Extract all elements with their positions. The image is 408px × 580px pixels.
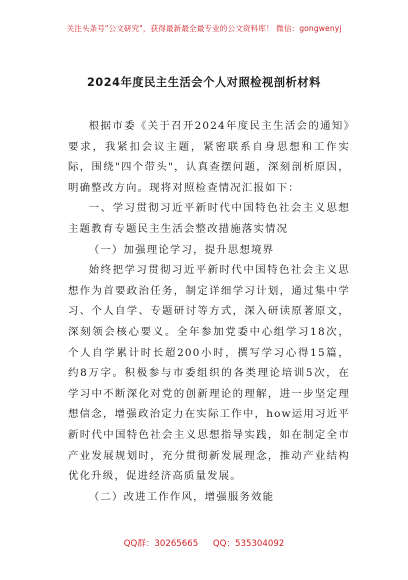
body-paragraph: 始终把学习贯彻习近平新时代中国特色社会主义思想作为首要政治任务，制定详细学习计划，通过集中学习、个人自学、专题研讨等方式，深入研读原著原文，深刻领会核心要义。全年参加党委中心组学习18次，个人自学累计时长超200小时，撰写学习心得15篇，约8万字。积极参与市委组织的各类理论培训5次，在学习中不断深化对党的创新理论的理解，进一步坚定理想信念，增强政治定力在实际工作中，how运用习近平新时代中国特色社会主义思想指导实践，如在制定全市产业发展规划时，充分贯彻新发展理念，推动产业结构优化升级，促进经济高质量发展。 xyxy=(68,264,350,483)
subsection-heading-1: （一）加强理论学习，提升思想境界 xyxy=(88,243,275,256)
contact-footer xyxy=(0,537,408,549)
subsection-heading-2: （二）改进工作作风，增强服务效能 xyxy=(88,490,275,503)
qq-group-number: QQ群：30265665 xyxy=(123,539,199,549)
document-title: 2024年度民主生活会个人对照检视剖析材料 xyxy=(87,76,321,89)
section-heading-1: 一、学习贯彻习近平新时代中国特色社会主义思想主题教育专题民主生活会整改措施落实情况 xyxy=(68,202,350,235)
document-body xyxy=(68,116,350,507)
qq-number: QQ：535304092 xyxy=(212,539,285,549)
promo-banner: 关注头条号"公文研究"，获得最新最全最专业的公文资料库！ 微信：gongwenyj xyxy=(66,24,342,33)
intro-paragraph: 根据市委《关于召开2024年度民主生活会的通知》要求，我紧扣会议主题，紧密联系自身思想和工作实际，围绕"四个带头"，认真查摆问题，深刻剖析原因，明确整改方向。现将对照检查情况汇报如下： xyxy=(68,120,350,194)
